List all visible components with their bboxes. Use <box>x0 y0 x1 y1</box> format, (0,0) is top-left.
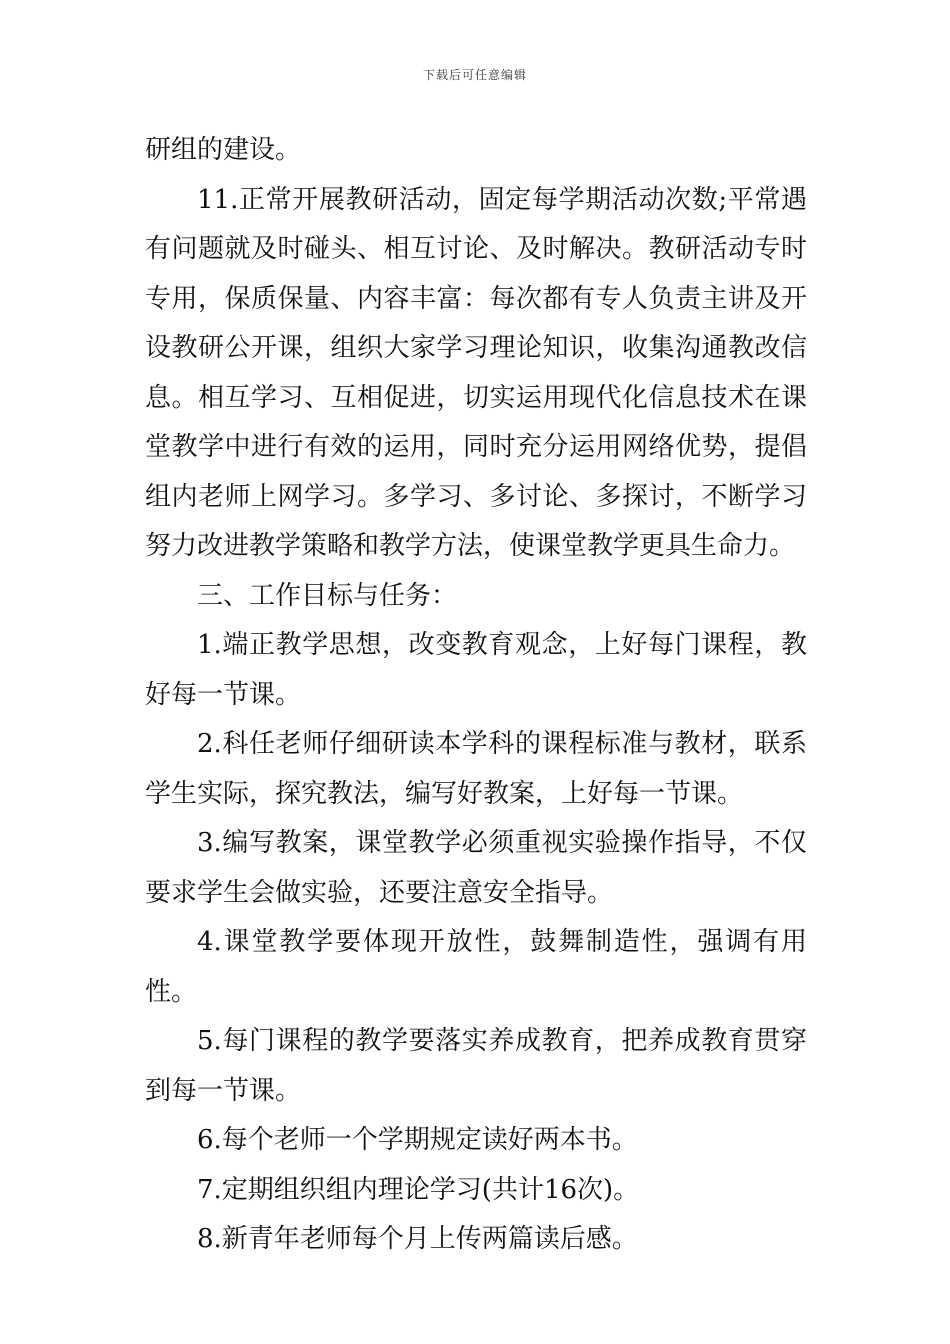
paragraph-continuation: 研组的建设。 <box>145 135 302 165</box>
paragraph-item-3: 3.编写教案，课堂教学必须重视实验操作指导，不仅要求学生会做实验，还要注意安全指导。 <box>145 828 807 908</box>
paragraph-item-7: 7.定期组织组内理论学习(共计16次)。 <box>197 1174 640 1205</box>
header-note: 下载后可任意编辑 <box>422 68 527 82</box>
document-body <box>145 126 807 1265</box>
paragraph-item-2: 2.科任老师仔细研读本学科的课程标准与教材，联系学生实际，探究教法，编写好教案，上好每一节课。 <box>145 729 807 809</box>
paragraph-item-4: 4.课堂教学要体现开放性，鼓舞制造性，强调有用性。 <box>145 927 807 1007</box>
paragraph-item-5: 5.每门课程的教学要落实养成教育，把养成教育贯穿到每一节课。 <box>145 1026 807 1106</box>
paragraph-item-6: 6.每个老师一个学期规定读好两本书。 <box>197 1125 638 1155</box>
section-heading-goals: 三、工作目标与任务： <box>197 580 458 611</box>
paragraph-item-1: 1.端正教学思想，改变教育观念，上好每门课程，教好每一节课。 <box>145 630 807 710</box>
paragraph-item-11: 11.正常开展教研活动，固定每学期活动次数;平常遇有问题就及时碰头、相互讨论、及时解决。教研活动专时专用，保质保量、内容丰富：每次都有专人负责主讲及开设教研公开课，组织大家学习理论知识，收集沟通教改信息。相互学习、互相促进，切实运用现代化信息技术在课堂教学中进行有效的运用，同时充分运用网络优势，提倡组内老师上网学习。多学习、多讨论、多探讨，不断学习努力改进教学策略和教学方法，使课堂教学更具生命力。 <box>145 184 807 561</box>
paragraph-item-8: 8.新青年老师每个月上传两篇读后感。 <box>197 1224 638 1254</box>
